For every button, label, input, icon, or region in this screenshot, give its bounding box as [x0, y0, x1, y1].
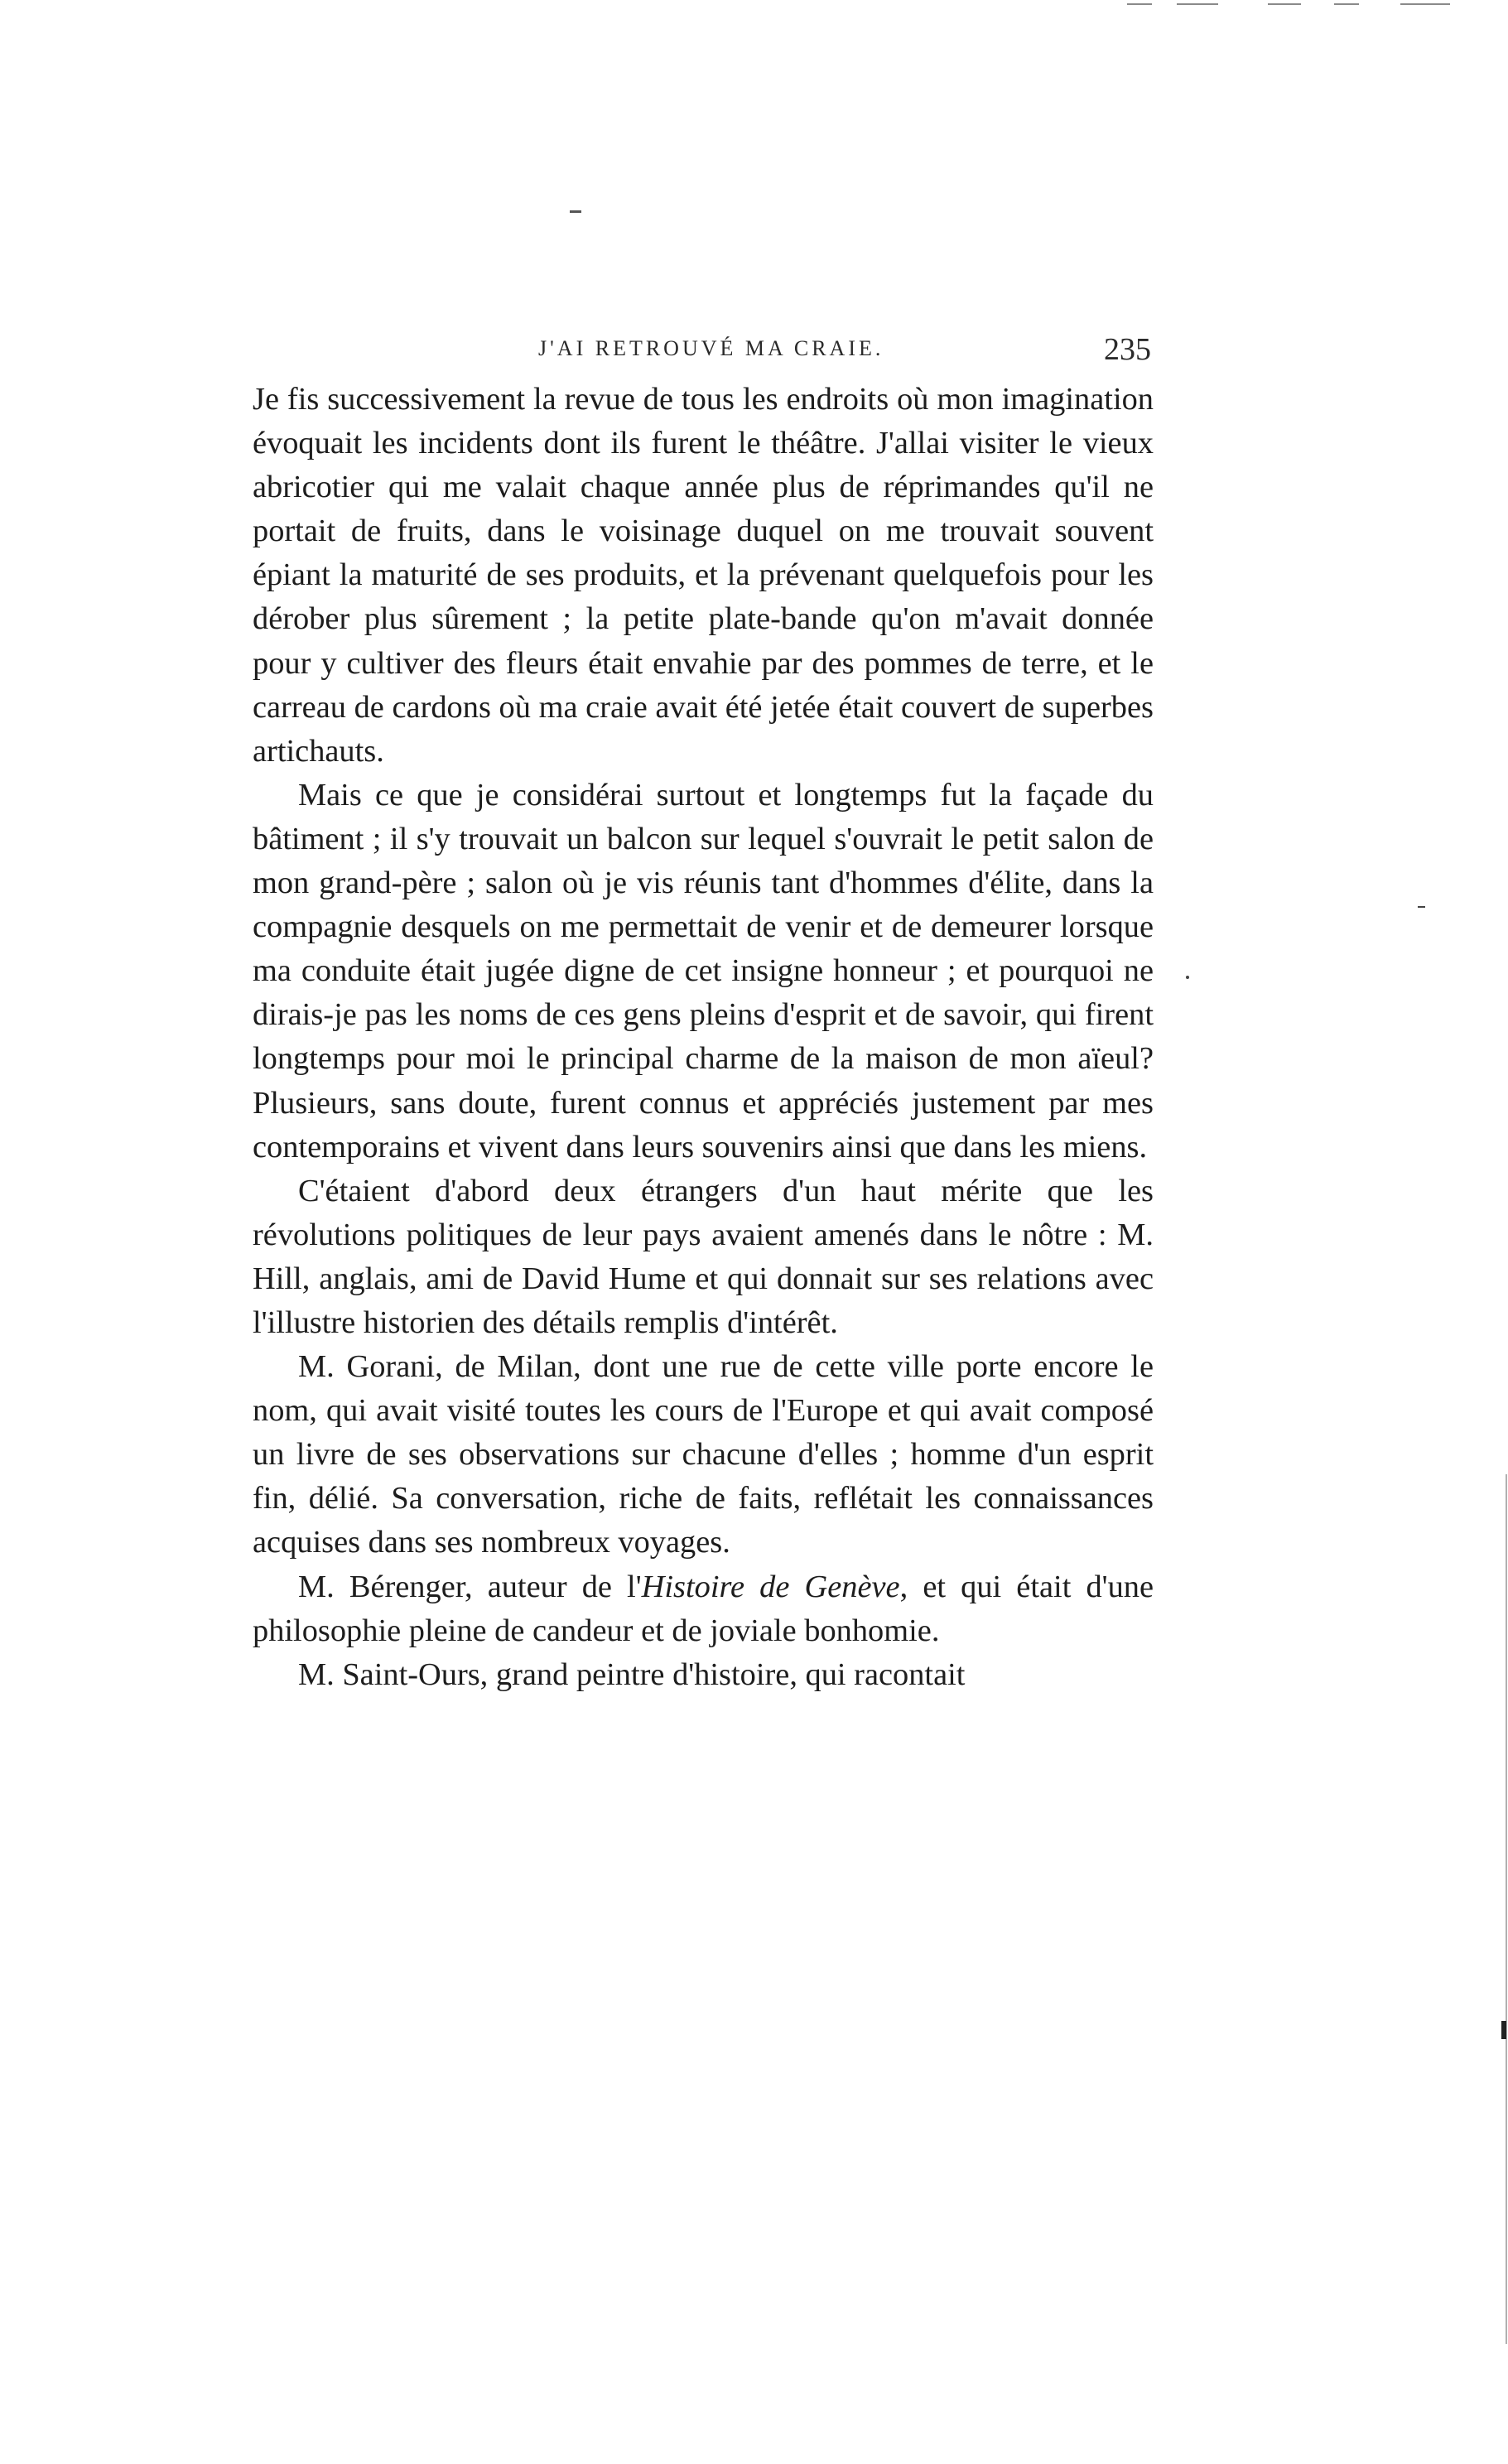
scan-edge-dot: [1501, 2021, 1506, 2039]
margin-dot: [1186, 976, 1189, 979]
scan-edge-line: [1506, 1474, 1507, 2344]
paragraph: M. Saint-Ours, grand peintre d'histoire, qui racontait: [298, 1656, 966, 1692]
stray-mark: [570, 210, 581, 213]
paragraph: C'étaient d'abord deux étrangers d'un haut mérite que les révolutions politiques de leur pays avaient amenés dans le nôtre : M. Hill, anglais, ami de David Hume et qui donnait sur ses relations avec l'illustre historien des détails remplis d'intérêt.: [253, 1173, 1154, 1340]
text-run: M. Bérenger, auteur de l': [298, 1569, 642, 1604]
book-title-italic: Histoire de Genève: [641, 1569, 900, 1604]
scan-edge-marks: [1127, 3, 1491, 7]
paragraph: Je fis successivement la revue de tous les endroits où mon imagination évoquait les incidents dont ils furent le théâtre. J'allai visiter le vieux abricotier qui me valait chaque année plus de réprimandes qu'il ne portait de fruits, dans le voisinage duquel on me trouvait souvent épiant la maturité de ses produits, et la prévenant quelquefois pour les dérober plus sûrement ; la petite plate-bande qu'on m'avait donnée pour y cultiver des fleurs était envahie par des pommes de terre, et le carreau de cardons où ma craie avait été jetée était couvert de superbes artichauts.: [253, 382, 1154, 769]
paragraph: Mais ce que je considérai surtout et longtemps fut la façade du bâtiment ; il s'y trouvait un balcon sur lequel s'ouvrait le petit salon de mon grand-père ; salon où je vis réunis tant d'hommes d'élite, dans la compagnie desquels on me permettait de venir et de demeurer lorsque ma conduite était jugée digne de cet insigne honneur ; et pourquoi ne dirais-je pas les noms de ces gens pleins d'esprit et de savoir, qui firent longtemps pour moi le principal charme de la maison de mon aïeul? Plusieurs, sans doute, furent connus et appréciés justement par mes contemporains et vivent dans leurs souvenirs ainsi que dans les miens.: [253, 777, 1154, 1164]
body-text: [253, 378, 1154, 1697]
paragraph: M. Gorani, de Milan, dont une rue de cette ville porte encore le nom, qui avait visité toutes les cours de l'Europe et qui avait composé un livre de ses observations sur chacune d'elles ; homme d'un esprit fin, délié. Sa conversation, riche de faits, reflétait les connaissances acquises dans ses nombreux voyages.: [253, 1349, 1154, 1560]
margin-mark: [1418, 906, 1425, 908]
page-number: 235: [1104, 332, 1151, 367]
running-title: J'AI RETROUVÉ MA CRAIE.: [538, 336, 884, 360]
paragraph: [253, 1565, 1154, 1653]
text-run: , et qui était d'une philosophie pleine de candeur et de joviale bonhomie.: [253, 1569, 1154, 1648]
page-header: [253, 331, 1159, 373]
